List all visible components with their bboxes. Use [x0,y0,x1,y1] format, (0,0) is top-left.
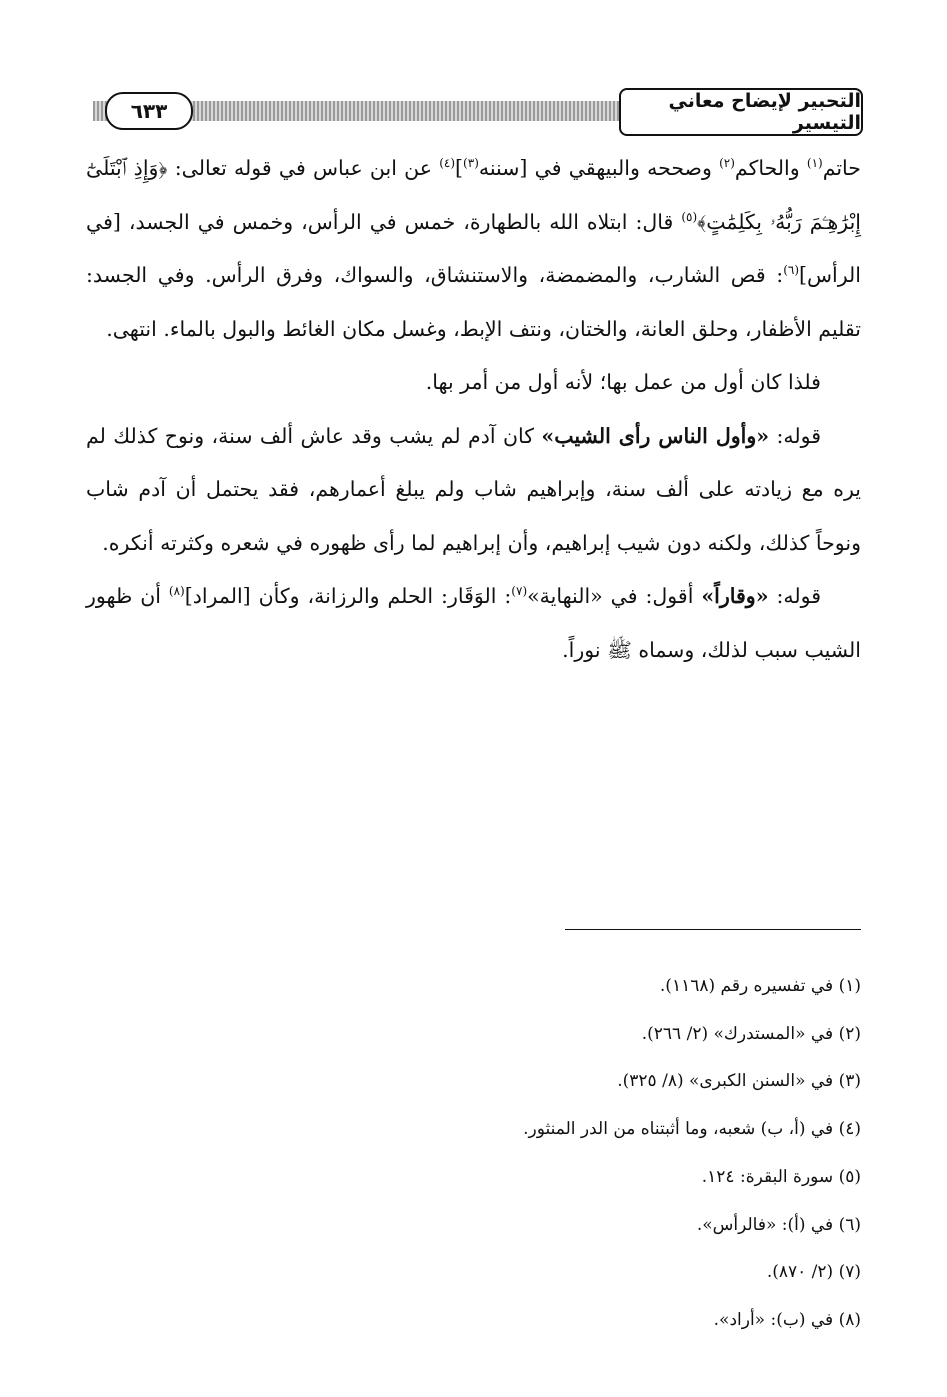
footnote-ref-2: (٢) [719,156,735,171]
text-segment: : قص الشارب، والمضمضة، والاستنشاق، والسواك، وفرق الرأس. وفي الجسد: تقليم الأظفار، وحلق العانة، والختان، ونتف الإبط، وغسل مكان الغائط والبول بالماء. انتهى. [86,263,861,341]
footnotes [86,963,861,1345]
page-number: ٦٣٣ [105,92,193,130]
paragraph-2: فلذا كان أول من عمل بها؛ لأنه أول من أمر بها. [425,370,821,394]
footnote-ref-7: (٧) [511,584,528,599]
footnote-3: (٣) في «السنن الكبرى» (٨/ ٣٢٥). [617,1071,861,1092]
footnote-separator [565,929,861,930]
paragraph-3 [86,410,861,571]
quoted-phrase: «وأول الناس رأى الشيب» [541,423,770,448]
text-segment: أن ظهور الشيب سبب لذلك، وسماه ﷺ نوراً. [86,584,861,662]
footnote-8: (٨) في (ب): «أراد». [713,1309,861,1330]
text-segment: ] [455,156,464,180]
footnote-5: (٥) سورة البقرة: ١٢٤. [701,1166,861,1187]
footnote-ref-5: (٥) [681,209,698,224]
text-segment: عن ابن عباس في قوله تعالى: ﴿وَإِذِ ٱبْتَلَىٰٓ إِبْرَٰهِـۧمَ رَبُّهُۥ بِكَلِمَٰتٍ﴾ [86,156,861,234]
text-segment: وصححه والبيهقي في [سننه [478,156,720,180]
paragraph-1 [86,142,861,356]
paragraph-4 [86,570,861,677]
text-segment: قال: ابتلاه الله بالطهارة، خمس في الرأس، وخمس في الجسد، [في الرأس] [86,209,861,287]
text-segment: حاتم [822,156,861,180]
text-segment: قوله: [769,423,821,448]
main-text [86,142,861,677]
footnote-1: (١) في تفسيره رقم (١١٦٨). [659,976,861,996]
quoted-phrase: «وقاراً» [701,584,769,608]
footnote-4: (٤) في (أ، ب) شعبه، وما أثبتناه من الدر المنثور. [523,1119,861,1140]
text-segment: كان آدم لم يشب وقد عاش ألف سنة، ونوح كذلك لم يره مع زيادته على ألف سنة، وإبراهيم شاب ولم يبلغ أعمارهم، فقد يحتمل أن آدم شاب ونوحاً كذلك، ولكنه دون شيب إبراهيم، وأن إبراهيم لما رأى ظهوره في شعره وكثرته أنكره. [86,423,861,555]
text-segment: أقول: في «النهاية» [527,584,702,608]
footnote-6: (٦) في (أ): «فالرأس». [696,1214,861,1235]
footnote-7: (٧) (٢/ ٨٧٠). [766,1262,861,1283]
book-title: التحبير لإيضاح معاني التيسير [619,88,863,136]
footnote-ref-4: (٤) [439,156,456,171]
text-segment: قوله: [768,584,821,608]
footnote-ref-8: (٨) [168,584,185,599]
footnote-2: (٢) في «المستدرك» (٢/ ٢٦٦). [641,1023,861,1044]
footnote-ref-3: (٣) [463,156,479,171]
running-header [93,88,863,134]
text-segment: والحاكم [734,156,807,180]
text-segment: : الوَقَار: الحلم والرزانة، وكأن [المراد] [184,584,512,608]
footnote-ref-6: (٦) [783,263,800,278]
footnote-ref-1: (١) [806,156,823,171]
